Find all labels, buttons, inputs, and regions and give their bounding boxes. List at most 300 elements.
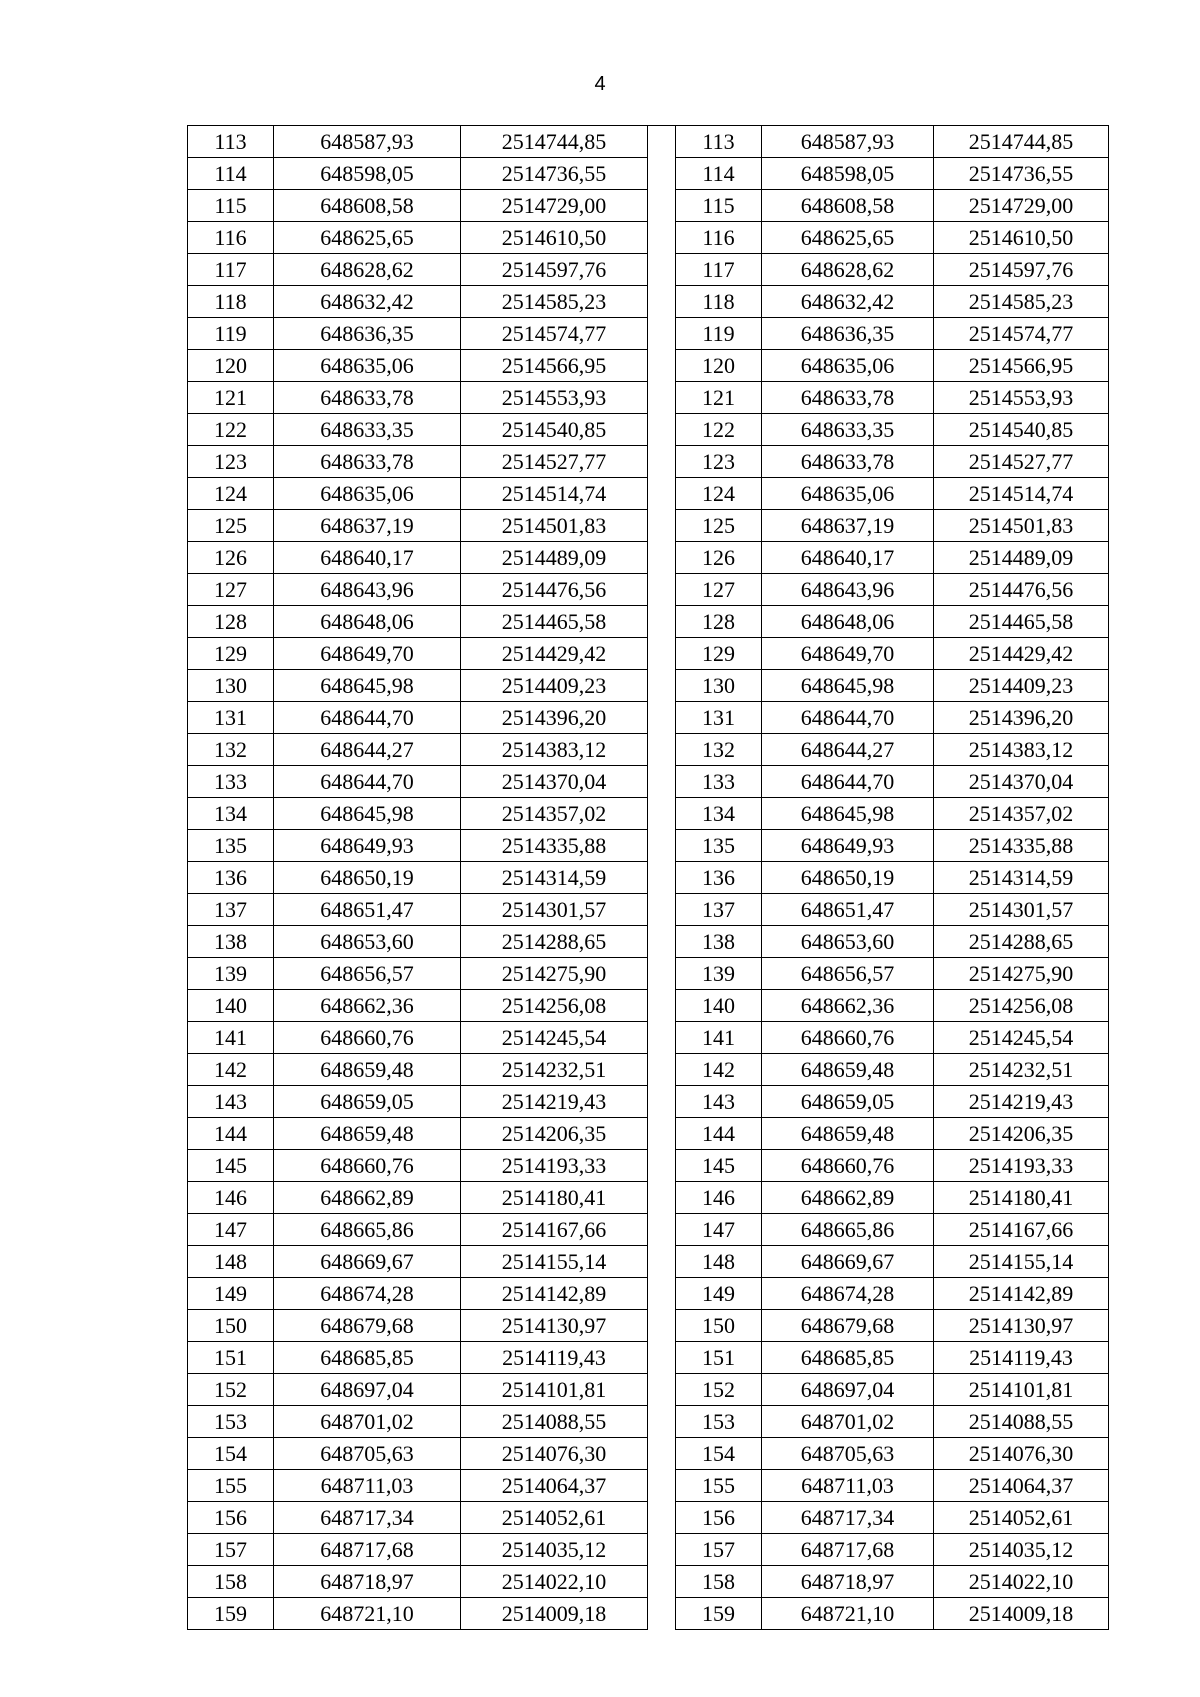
right-x-coordinate-cell: 648717,34 [762,1502,934,1534]
right-point-number-cell: 118 [676,286,762,318]
right-x-coordinate-cell: 648659,48 [762,1054,934,1086]
left-x-coordinate-cell: 648701,02 [274,1406,461,1438]
column-spacer [648,574,676,606]
right-point-number-cell: 155 [676,1470,762,1502]
right-point-number-cell: 121 [676,382,762,414]
left-point-number-cell: 114 [188,158,274,190]
right-x-coordinate-cell: 648656,57 [762,958,934,990]
left-point-number-cell: 148 [188,1246,274,1278]
right-point-number-cell: 113 [676,126,762,158]
left-y-coordinate-cell: 2514540,85 [461,414,648,446]
left-point-number-cell: 152 [188,1374,274,1406]
left-point-number-cell: 149 [188,1278,274,1310]
left-point-number-cell: 116 [188,222,274,254]
right-y-coordinate-cell: 2514119,43 [934,1342,1109,1374]
right-point-number-cell: 149 [676,1278,762,1310]
right-y-coordinate-cell: 2514167,66 [934,1214,1109,1246]
table-row [188,1246,1109,1278]
left-y-coordinate-cell: 2514409,23 [461,670,648,702]
left-x-coordinate-cell: 648669,67 [274,1246,461,1278]
right-y-coordinate-cell: 2514314,59 [934,862,1109,894]
table-row [188,1278,1109,1310]
table-row [188,638,1109,670]
right-point-number-cell: 154 [676,1438,762,1470]
column-spacer [648,222,676,254]
left-y-coordinate-cell: 2514610,50 [461,222,648,254]
right-y-coordinate-cell: 2514553,93 [934,382,1109,414]
column-spacer [648,1246,676,1278]
left-point-number-cell: 157 [188,1534,274,1566]
right-y-coordinate-cell: 2514064,37 [934,1470,1109,1502]
table-row [188,382,1109,414]
right-point-number-cell: 152 [676,1374,762,1406]
left-x-coordinate-cell: 648705,63 [274,1438,461,1470]
right-y-coordinate-cell: 2514514,74 [934,478,1109,510]
right-x-coordinate-cell: 648721,10 [762,1598,934,1630]
table-row [188,158,1109,190]
left-point-number-cell: 136 [188,862,274,894]
right-y-coordinate-cell: 2514566,95 [934,350,1109,382]
right-y-coordinate-cell: 2514357,02 [934,798,1109,830]
right-x-coordinate-cell: 648645,98 [762,670,934,702]
right-point-number-cell: 145 [676,1150,762,1182]
left-x-coordinate-cell: 648660,76 [274,1150,461,1182]
left-y-coordinate-cell: 2514574,77 [461,318,648,350]
left-point-number-cell: 130 [188,670,274,702]
table-row [188,414,1109,446]
right-y-coordinate-cell: 2514206,35 [934,1118,1109,1150]
left-point-number-cell: 146 [188,1182,274,1214]
left-x-coordinate-cell: 648640,17 [274,542,461,574]
left-point-number-cell: 125 [188,510,274,542]
right-x-coordinate-cell: 648660,76 [762,1022,934,1054]
table-row [188,1086,1109,1118]
left-point-number-cell: 159 [188,1598,274,1630]
left-y-coordinate-cell: 2514501,83 [461,510,648,542]
left-x-coordinate-cell: 648633,35 [274,414,461,446]
right-x-coordinate-cell: 648643,96 [762,574,934,606]
right-x-coordinate-cell: 648644,70 [762,766,934,798]
table-row [188,510,1109,542]
left-y-coordinate-cell: 2514465,58 [461,606,648,638]
table-row [188,1182,1109,1214]
left-y-coordinate-cell: 2514180,41 [461,1182,648,1214]
right-y-coordinate-cell: 2514022,10 [934,1566,1109,1598]
right-x-coordinate-cell: 648679,68 [762,1310,934,1342]
left-y-coordinate-cell: 2514256,08 [461,990,648,1022]
right-x-coordinate-cell: 648598,05 [762,158,934,190]
table-row [188,1406,1109,1438]
column-spacer [648,1022,676,1054]
right-x-coordinate-cell: 648628,62 [762,254,934,286]
right-y-coordinate-cell: 2514597,76 [934,254,1109,286]
table-row [188,190,1109,222]
left-y-coordinate-cell: 2514052,61 [461,1502,648,1534]
left-point-number-cell: 119 [188,318,274,350]
right-point-number-cell: 153 [676,1406,762,1438]
left-x-coordinate-cell: 648587,93 [274,126,461,158]
column-spacer [648,350,676,382]
column-spacer [648,1566,676,1598]
left-y-coordinate-cell: 2514206,35 [461,1118,648,1150]
column-spacer [648,1278,676,1310]
right-x-coordinate-cell: 648705,63 [762,1438,934,1470]
right-y-coordinate-cell: 2514288,65 [934,926,1109,958]
left-y-coordinate-cell: 2514476,56 [461,574,648,606]
right-point-number-cell: 158 [676,1566,762,1598]
left-x-coordinate-cell: 648608,58 [274,190,461,222]
right-point-number-cell: 130 [676,670,762,702]
right-point-number-cell: 141 [676,1022,762,1054]
left-y-coordinate-cell: 2514130,97 [461,1310,648,1342]
right-y-coordinate-cell: 2514301,57 [934,894,1109,926]
column-spacer [648,990,676,1022]
right-x-coordinate-cell: 648608,58 [762,190,934,222]
right-y-coordinate-cell: 2514142,89 [934,1278,1109,1310]
table-row [188,1598,1109,1630]
left-x-coordinate-cell: 648633,78 [274,382,461,414]
right-point-number-cell: 114 [676,158,762,190]
right-y-coordinate-cell: 2514219,43 [934,1086,1109,1118]
right-y-coordinate-cell: 2514101,81 [934,1374,1109,1406]
left-x-coordinate-cell: 648662,36 [274,990,461,1022]
table-row [188,1502,1109,1534]
left-x-coordinate-cell: 648718,97 [274,1566,461,1598]
column-spacer [648,1118,676,1150]
left-point-number-cell: 113 [188,126,274,158]
table-row [188,574,1109,606]
left-point-number-cell: 140 [188,990,274,1022]
left-x-coordinate-cell: 648628,62 [274,254,461,286]
left-y-coordinate-cell: 2514357,02 [461,798,648,830]
right-x-coordinate-cell: 648653,60 [762,926,934,958]
right-x-coordinate-cell: 648669,67 [762,1246,934,1278]
right-point-number-cell: 159 [676,1598,762,1630]
column-spacer [648,894,676,926]
right-y-coordinate-cell: 2514574,77 [934,318,1109,350]
right-x-coordinate-cell: 648665,86 [762,1214,934,1246]
column-spacer [648,126,676,158]
column-spacer [648,318,676,350]
right-point-number-cell: 126 [676,542,762,574]
left-point-number-cell: 134 [188,798,274,830]
right-y-coordinate-cell: 2514429,42 [934,638,1109,670]
right-y-coordinate-cell: 2514256,08 [934,990,1109,1022]
table-row [188,350,1109,382]
right-point-number-cell: 115 [676,190,762,222]
left-y-coordinate-cell: 2514288,65 [461,926,648,958]
table-row [188,1566,1109,1598]
left-point-number-cell: 135 [188,830,274,862]
right-point-number-cell: 147 [676,1214,762,1246]
column-spacer [648,1406,676,1438]
right-x-coordinate-cell: 648640,17 [762,542,934,574]
column-spacer [648,926,676,958]
table-row [188,1022,1109,1054]
left-y-coordinate-cell: 2514219,43 [461,1086,648,1118]
left-y-coordinate-cell: 2514009,18 [461,1598,648,1630]
right-x-coordinate-cell: 648633,78 [762,446,934,478]
table-row [188,478,1109,510]
right-x-coordinate-cell: 648644,70 [762,702,934,734]
table-row [188,958,1109,990]
right-point-number-cell: 138 [676,926,762,958]
column-spacer [648,606,676,638]
right-y-coordinate-cell: 2514527,77 [934,446,1109,478]
left-y-coordinate-cell: 2514022,10 [461,1566,648,1598]
right-point-number-cell: 148 [676,1246,762,1278]
table-row [188,1150,1109,1182]
column-spacer [648,638,676,670]
left-point-number-cell: 142 [188,1054,274,1086]
left-x-coordinate-cell: 648649,70 [274,638,461,670]
right-point-number-cell: 135 [676,830,762,862]
left-x-coordinate-cell: 648717,68 [274,1534,461,1566]
left-y-coordinate-cell: 2514167,66 [461,1214,648,1246]
right-x-coordinate-cell: 648662,89 [762,1182,934,1214]
table-row [188,606,1109,638]
right-y-coordinate-cell: 2514370,04 [934,766,1109,798]
left-point-number-cell: 139 [188,958,274,990]
page-number: 4 [594,73,606,95]
left-y-coordinate-cell: 2514597,76 [461,254,648,286]
left-x-coordinate-cell: 648645,98 [274,670,461,702]
right-y-coordinate-cell: 2514540,85 [934,414,1109,446]
column-spacer [648,1502,676,1534]
left-point-number-cell: 117 [188,254,274,286]
right-point-number-cell: 125 [676,510,762,542]
column-spacer [648,1214,676,1246]
right-x-coordinate-cell: 648633,78 [762,382,934,414]
right-point-number-cell: 116 [676,222,762,254]
left-x-coordinate-cell: 648643,96 [274,574,461,606]
left-x-coordinate-cell: 648635,06 [274,350,461,382]
left-point-number-cell: 141 [188,1022,274,1054]
table-row [188,1374,1109,1406]
table-row [188,734,1109,766]
right-y-coordinate-cell: 2514465,58 [934,606,1109,638]
right-point-number-cell: 139 [676,958,762,990]
column-spacer [648,158,676,190]
column-spacer [648,1470,676,1502]
table-row [188,542,1109,574]
right-point-number-cell: 129 [676,638,762,670]
right-point-number-cell: 142 [676,1054,762,1086]
left-y-coordinate-cell: 2514301,57 [461,894,648,926]
column-spacer [648,766,676,798]
left-y-coordinate-cell: 2514064,37 [461,1470,648,1502]
left-x-coordinate-cell: 648653,60 [274,926,461,958]
left-x-coordinate-cell: 648717,34 [274,1502,461,1534]
left-y-coordinate-cell: 2514193,33 [461,1150,648,1182]
right-y-coordinate-cell: 2514396,20 [934,702,1109,734]
table-row [188,446,1109,478]
right-y-coordinate-cell: 2514335,88 [934,830,1109,862]
right-y-coordinate-cell: 2514155,14 [934,1246,1109,1278]
right-point-number-cell: 122 [676,414,762,446]
left-x-coordinate-cell: 648625,65 [274,222,461,254]
left-x-coordinate-cell: 648685,85 [274,1342,461,1374]
left-x-coordinate-cell: 648637,19 [274,510,461,542]
right-x-coordinate-cell: 648717,68 [762,1534,934,1566]
column-spacer [648,1342,676,1374]
right-point-number-cell: 132 [676,734,762,766]
left-x-coordinate-cell: 648659,48 [274,1054,461,1086]
right-y-coordinate-cell: 2514088,55 [934,1406,1109,1438]
right-y-coordinate-cell: 2514501,83 [934,510,1109,542]
left-y-coordinate-cell: 2514383,12 [461,734,648,766]
left-point-number-cell: 153 [188,1406,274,1438]
right-x-coordinate-cell: 648637,19 [762,510,934,542]
left-y-coordinate-cell: 2514744,85 [461,126,648,158]
table-row [188,1118,1109,1150]
left-x-coordinate-cell: 648662,89 [274,1182,461,1214]
right-x-coordinate-cell: 648587,93 [762,126,934,158]
left-x-coordinate-cell: 648659,48 [274,1118,461,1150]
table-row [188,1310,1109,1342]
left-point-number-cell: 118 [188,286,274,318]
column-spacer [648,1054,676,1086]
left-x-coordinate-cell: 648665,86 [274,1214,461,1246]
left-x-coordinate-cell: 648632,42 [274,286,461,318]
left-point-number-cell: 127 [188,574,274,606]
column-spacer [648,1598,676,1630]
left-y-coordinate-cell: 2514088,55 [461,1406,648,1438]
left-y-coordinate-cell: 2514370,04 [461,766,648,798]
left-x-coordinate-cell: 648644,27 [274,734,461,766]
column-spacer [648,414,676,446]
table-row [188,926,1109,958]
right-x-coordinate-cell: 648685,85 [762,1342,934,1374]
left-point-number-cell: 147 [188,1214,274,1246]
left-y-coordinate-cell: 2514101,81 [461,1374,648,1406]
left-point-number-cell: 144 [188,1118,274,1150]
right-point-number-cell: 137 [676,894,762,926]
right-y-coordinate-cell: 2514736,55 [934,158,1109,190]
right-y-coordinate-cell: 2514180,41 [934,1182,1109,1214]
left-x-coordinate-cell: 648679,68 [274,1310,461,1342]
column-spacer [648,1534,676,1566]
right-y-coordinate-cell: 2514476,56 [934,574,1109,606]
right-point-number-cell: 146 [676,1182,762,1214]
column-spacer [648,862,676,894]
left-x-coordinate-cell: 648711,03 [274,1470,461,1502]
right-y-coordinate-cell: 2514585,23 [934,286,1109,318]
left-point-number-cell: 120 [188,350,274,382]
column-spacer [648,382,676,414]
left-x-coordinate-cell: 648659,05 [274,1086,461,1118]
left-y-coordinate-cell: 2514275,90 [461,958,648,990]
left-point-number-cell: 156 [188,1502,274,1534]
right-y-coordinate-cell: 2514275,90 [934,958,1109,990]
table-row [188,766,1109,798]
column-spacer [648,958,676,990]
column-spacer [648,254,676,286]
right-point-number-cell: 157 [676,1534,762,1566]
left-y-coordinate-cell: 2514527,77 [461,446,648,478]
left-point-number-cell: 131 [188,702,274,734]
column-spacer [648,1182,676,1214]
right-x-coordinate-cell: 648649,93 [762,830,934,862]
left-y-coordinate-cell: 2514155,14 [461,1246,648,1278]
right-x-coordinate-cell: 648644,27 [762,734,934,766]
table-row [188,1438,1109,1470]
left-y-coordinate-cell: 2514553,93 [461,382,648,414]
left-point-number-cell: 123 [188,446,274,478]
table-row [188,222,1109,254]
column-spacer [648,734,676,766]
left-x-coordinate-cell: 648650,19 [274,862,461,894]
left-point-number-cell: 155 [188,1470,274,1502]
column-spacer [648,1150,676,1182]
right-x-coordinate-cell: 648645,98 [762,798,934,830]
right-x-coordinate-cell: 648660,76 [762,1150,934,1182]
table-row [188,1534,1109,1566]
column-spacer [648,1374,676,1406]
column-spacer [648,446,676,478]
left-point-number-cell: 137 [188,894,274,926]
column-spacer [648,510,676,542]
right-point-number-cell: 133 [676,766,762,798]
column-spacer [648,1086,676,1118]
left-point-number-cell: 158 [188,1566,274,1598]
left-point-number-cell: 122 [188,414,274,446]
left-x-coordinate-cell: 648656,57 [274,958,461,990]
left-x-coordinate-cell: 648651,47 [274,894,461,926]
right-x-coordinate-cell: 648674,28 [762,1278,934,1310]
table-row [188,894,1109,926]
column-spacer [648,190,676,222]
right-x-coordinate-cell: 648659,05 [762,1086,934,1118]
left-point-number-cell: 115 [188,190,274,222]
left-y-coordinate-cell: 2514142,89 [461,1278,648,1310]
left-x-coordinate-cell: 648644,70 [274,702,461,734]
right-x-coordinate-cell: 648659,48 [762,1118,934,1150]
left-point-number-cell: 132 [188,734,274,766]
left-y-coordinate-cell: 2514314,59 [461,862,648,894]
left-point-number-cell: 133 [188,766,274,798]
left-y-coordinate-cell: 2514514,74 [461,478,648,510]
left-y-coordinate-cell: 2514429,42 [461,638,648,670]
right-y-coordinate-cell: 2514009,18 [934,1598,1109,1630]
left-x-coordinate-cell: 648644,70 [274,766,461,798]
table-body [188,126,1109,1630]
column-spacer [648,286,676,318]
column-spacer [648,478,676,510]
left-y-coordinate-cell: 2514489,09 [461,542,648,574]
right-x-coordinate-cell: 648648,06 [762,606,934,638]
right-point-number-cell: 117 [676,254,762,286]
right-y-coordinate-cell: 2514193,33 [934,1150,1109,1182]
table-row [188,798,1109,830]
column-spacer [648,702,676,734]
left-x-coordinate-cell: 648660,76 [274,1022,461,1054]
table-row [188,702,1109,734]
left-point-number-cell: 143 [188,1086,274,1118]
left-point-number-cell: 151 [188,1342,274,1374]
left-x-coordinate-cell: 648697,04 [274,1374,461,1406]
left-x-coordinate-cell: 648648,06 [274,606,461,638]
table-row [188,670,1109,702]
right-x-coordinate-cell: 648651,47 [762,894,934,926]
left-x-coordinate-cell: 648721,10 [274,1598,461,1630]
table-row [188,318,1109,350]
right-point-number-cell: 131 [676,702,762,734]
right-point-number-cell: 120 [676,350,762,382]
column-spacer [648,1438,676,1470]
left-x-coordinate-cell: 648633,78 [274,446,461,478]
left-x-coordinate-cell: 648636,35 [274,318,461,350]
